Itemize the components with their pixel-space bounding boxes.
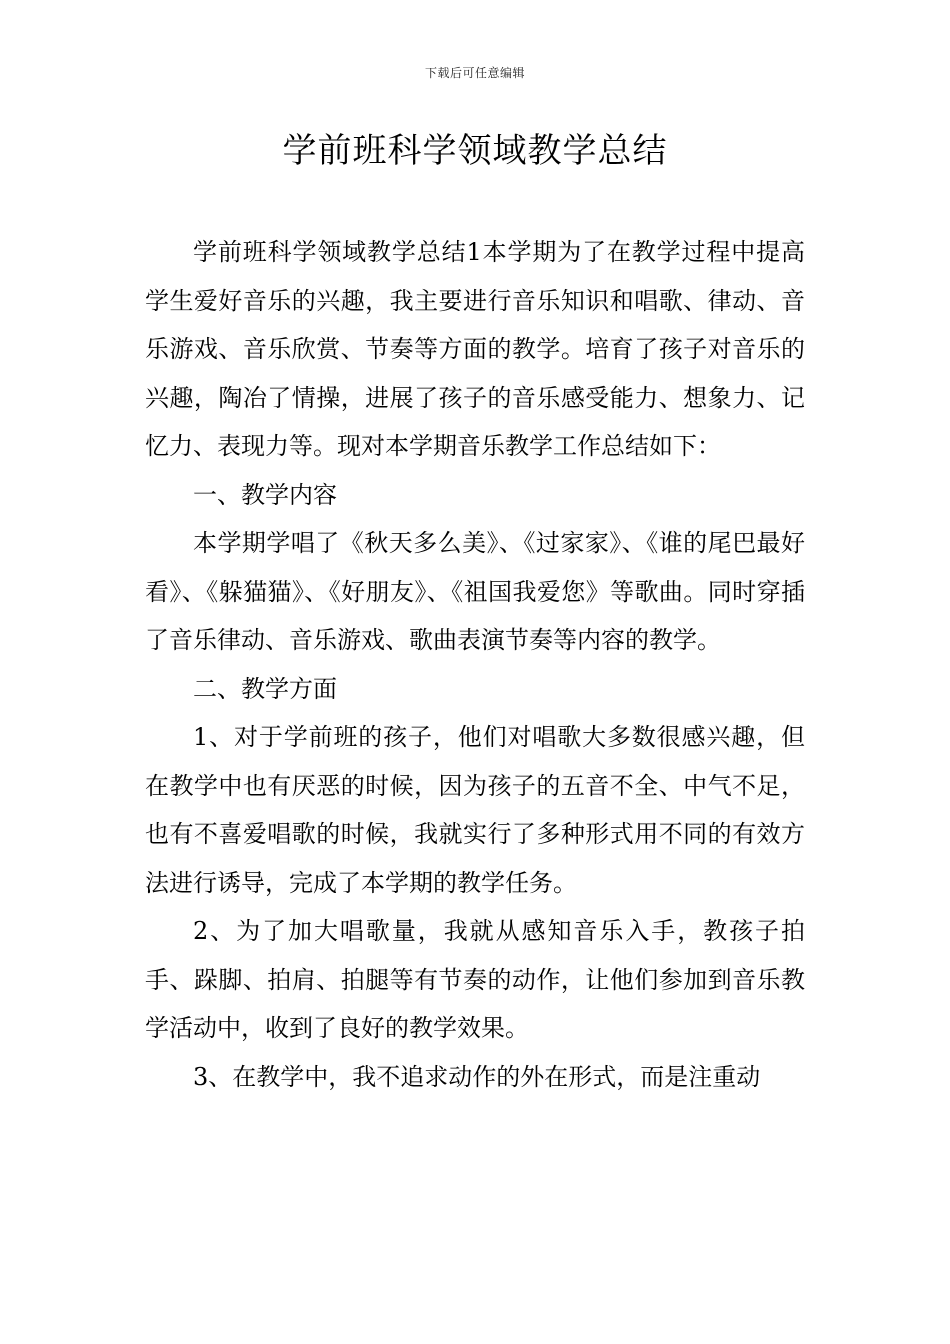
paragraph-point-1: 1、对于学前班的孩子，他们对唱歌大多数很感兴趣，但在教学中也有厌恶的时候，因为孩子的五音不全、中气不足，也有不喜爱唱歌的时候，我就实行了多种形式用不同的有效方法进行诱导，完成了本学期的教学任务。 bbox=[145, 723, 805, 897]
header-note: 下载后可任意编辑 bbox=[424, 66, 525, 80]
paragraph-point-3: 3、在教学中，我不追求动作的外在形式，而是注重动 bbox=[193, 1062, 761, 1091]
document-title: 学前班科学领域教学总结 bbox=[282, 131, 668, 171]
section-heading-teaching: 二、教学方面 bbox=[193, 674, 337, 703]
section-heading-content: 一、教学内容 bbox=[193, 480, 337, 509]
paragraph-content: 本学期学唱了《秋天多么美》、《过家家》、《谁的尾巴最好看》、《躲猫猫》、《好朋友》、《祖国我爱您》等歌曲。同时穿插了音乐律动、音乐游戏、歌曲表演节奏等内容的教学。 bbox=[145, 529, 805, 654]
document-body bbox=[145, 228, 805, 1101]
paragraph-point-2: 2、为了加大唱歌量，我就从感知音乐入手，教孩子拍手、跺脚、拍肩、拍腿等有节奏的动作，让他们参加到音乐教学活动中，收到了良好的教学效果。 bbox=[145, 917, 805, 1042]
paragraph-intro: 学前班科学领域教学总结1本学期为了在教学过程中提高学生爱好音乐的兴趣，我主要进行音乐知识和唱歌、律动、音乐游戏、音乐欣赏、节奏等方面的教学。培育了孩子对音乐的兴趣，陶冶了情操，进展了孩子的音乐感受能力、想象力、记忆力、表现力等。现对本学期音乐教学工作总结如下： bbox=[145, 238, 805, 460]
